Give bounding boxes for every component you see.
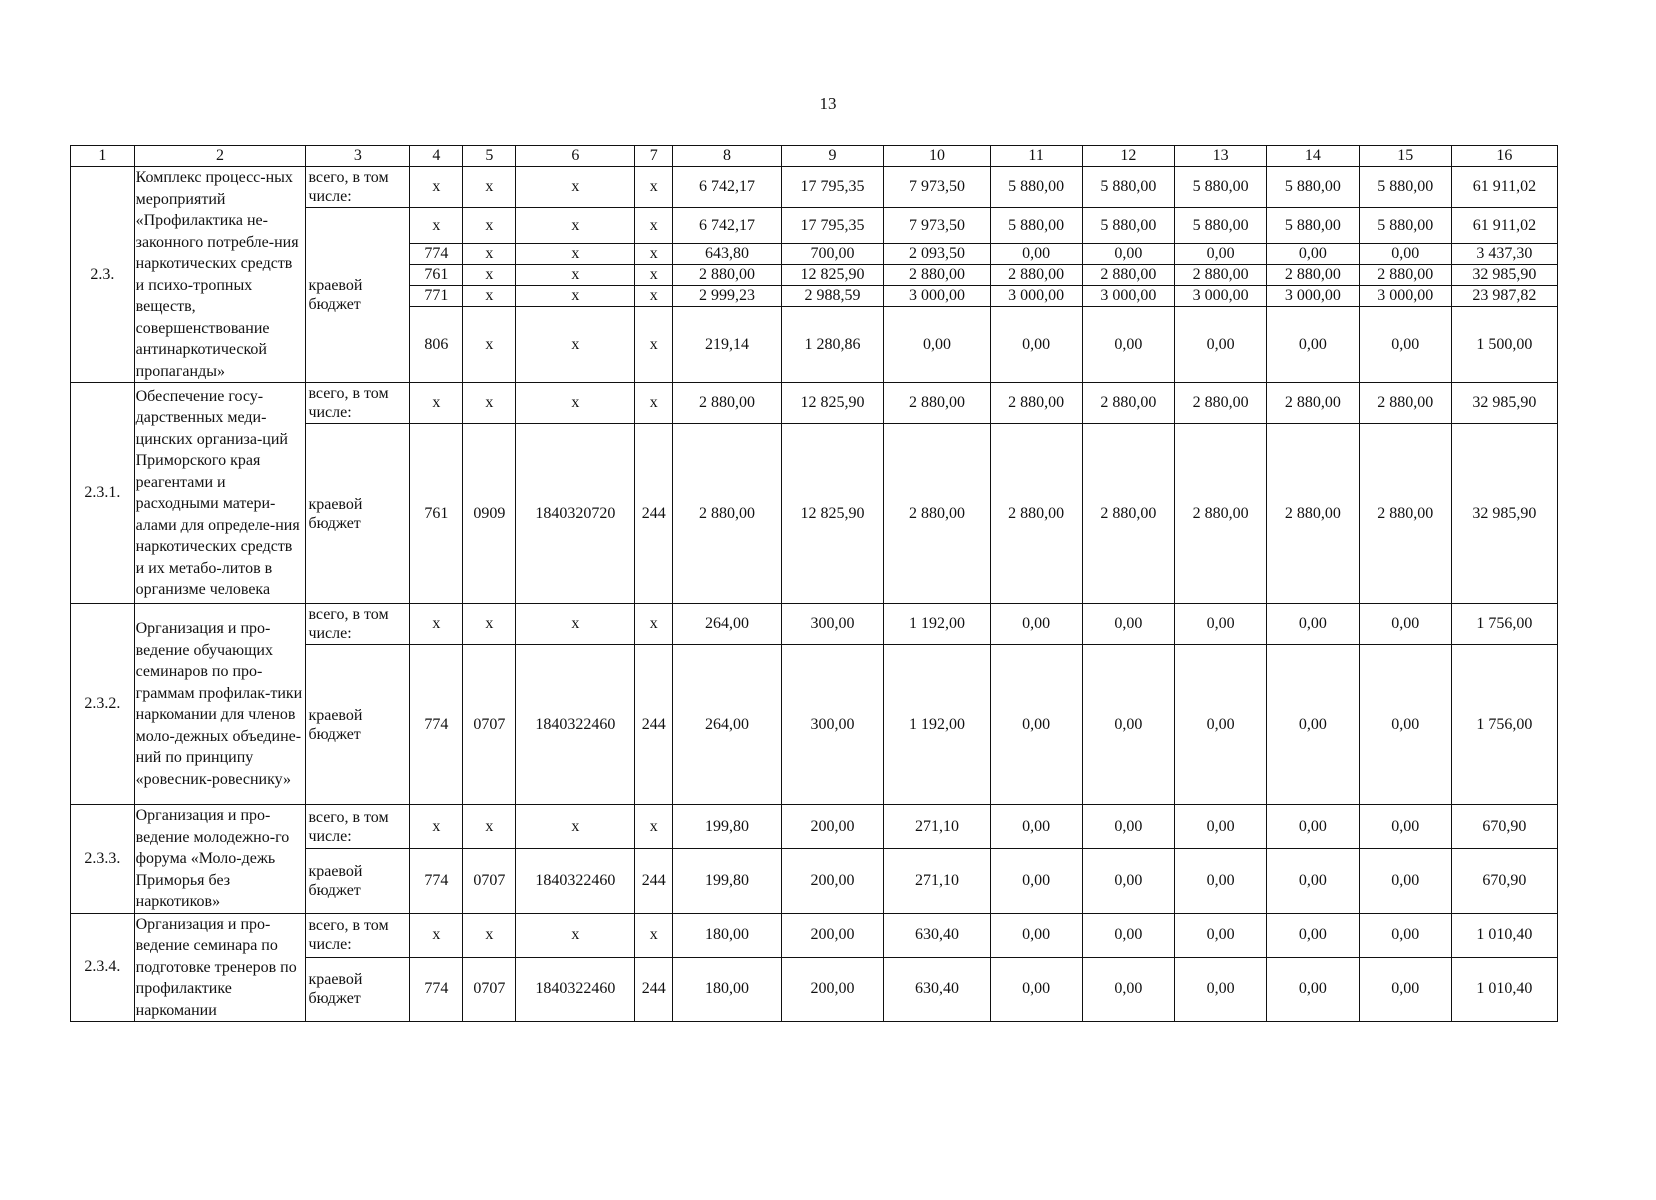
value-cell: 5 880,00 bbox=[1082, 208, 1174, 244]
table-row-total bbox=[71, 805, 1558, 849]
value-cell: 1 192,00 bbox=[884, 645, 990, 805]
value-cell: 1 500,00 bbox=[1451, 307, 1557, 383]
value-cell: 2 880,00 bbox=[1175, 383, 1267, 424]
value-cell: 1 010,40 bbox=[1451, 913, 1557, 957]
value-cell: 0,00 bbox=[990, 913, 1082, 957]
value-cell: 32 985,90 bbox=[1451, 265, 1557, 286]
value-cell: 12 825,90 bbox=[781, 265, 884, 286]
value-cell: x bbox=[635, 244, 673, 265]
value-cell: 2 880,00 bbox=[1267, 265, 1359, 286]
value-cell: 0,00 bbox=[990, 849, 1082, 913]
table-row-total bbox=[71, 913, 1558, 957]
value-cell: x bbox=[516, 604, 635, 645]
column-number: 2 bbox=[134, 146, 306, 167]
value-cell: 5 880,00 bbox=[1082, 167, 1174, 208]
value-cell: 0,00 bbox=[1175, 604, 1267, 645]
value-cell: x bbox=[635, 913, 673, 957]
value-cell: 1 010,40 bbox=[1451, 957, 1557, 1021]
value-cell: 2 880,00 bbox=[673, 383, 781, 424]
value-cell: 7 973,50 bbox=[884, 208, 990, 244]
value-cell: 774 bbox=[410, 645, 463, 805]
value-cell: 771 bbox=[410, 286, 463, 307]
value-cell: 5 880,00 bbox=[990, 208, 1082, 244]
value-cell: 3 000,00 bbox=[884, 286, 990, 307]
value-cell: 670,90 bbox=[1451, 805, 1557, 849]
value-cell: 5 880,00 bbox=[1175, 167, 1267, 208]
value-cell: 0,00 bbox=[1359, 957, 1451, 1021]
value-cell: 0,00 bbox=[1267, 957, 1359, 1021]
value-cell: 630,40 bbox=[884, 957, 990, 1021]
value-cell: x bbox=[463, 604, 516, 645]
value-cell: 2 880,00 bbox=[1267, 383, 1359, 424]
value-cell: 2 880,00 bbox=[884, 424, 990, 604]
value-cell: x bbox=[410, 805, 463, 849]
value-cell: x bbox=[516, 265, 635, 286]
value-cell: x bbox=[516, 244, 635, 265]
value-cell: x bbox=[410, 208, 463, 244]
column-number: 1 bbox=[71, 146, 135, 167]
value-cell: 0,00 bbox=[1082, 645, 1174, 805]
value-cell: 6 742,17 bbox=[673, 167, 781, 208]
value-cell: 1840322460 bbox=[516, 849, 635, 913]
value-cell: 1 192,00 bbox=[884, 604, 990, 645]
value-cell: 244 bbox=[635, 957, 673, 1021]
value-cell: 0,00 bbox=[990, 307, 1082, 383]
value-cell: 0707 bbox=[463, 957, 516, 1021]
value-cell: 6 742,17 bbox=[673, 208, 781, 244]
value-cell: 200,00 bbox=[781, 913, 884, 957]
value-cell: 1840322460 bbox=[516, 957, 635, 1021]
value-cell: 2 880,00 bbox=[1082, 424, 1174, 604]
value-cell: x bbox=[463, 307, 516, 383]
value-cell: 2 999,23 bbox=[673, 286, 781, 307]
value-cell: 761 bbox=[410, 265, 463, 286]
value-cell: 0,00 bbox=[1359, 913, 1451, 957]
value-cell: 0,00 bbox=[990, 604, 1082, 645]
value-cell: 2 880,00 bbox=[673, 424, 781, 604]
value-cell: 244 bbox=[635, 424, 673, 604]
value-cell: 61 911,02 bbox=[1451, 167, 1557, 208]
value-cell: 0,00 bbox=[1175, 307, 1267, 383]
value-cell: 643,80 bbox=[673, 244, 781, 265]
funding-label-total: всего, в том числе: bbox=[306, 805, 410, 849]
value-cell: x bbox=[516, 286, 635, 307]
value-cell: x bbox=[463, 913, 516, 957]
value-cell: 2 880,00 bbox=[884, 265, 990, 286]
value-cell: 774 bbox=[410, 849, 463, 913]
value-cell: 2 880,00 bbox=[1267, 424, 1359, 604]
value-cell: 630,40 bbox=[884, 913, 990, 957]
value-cell: 7 973,50 bbox=[884, 167, 990, 208]
column-number: 6 bbox=[516, 146, 635, 167]
value-cell: 0,00 bbox=[1082, 604, 1174, 645]
value-cell: 1 756,00 bbox=[1451, 645, 1557, 805]
column-number: 15 bbox=[1359, 146, 1451, 167]
item-name: Комплекс процесс-ных мероприятий «Профилактика не-законного потребле-ния наркотических средств и психо-тропных веществ, совершенствование антинаркотической пропаганды» bbox=[134, 167, 306, 383]
value-cell: 2 880,00 bbox=[990, 265, 1082, 286]
value-cell: x bbox=[463, 167, 516, 208]
table-body bbox=[71, 146, 1558, 1022]
item-name: Организация и про-ведение семинара по подготовке тренеров по профилактике наркомании bbox=[134, 913, 306, 1022]
value-cell: 5 880,00 bbox=[1175, 208, 1267, 244]
value-cell: 3 000,00 bbox=[990, 286, 1082, 307]
value-cell: x bbox=[463, 286, 516, 307]
table-row-total bbox=[71, 604, 1558, 645]
value-cell: 12 825,90 bbox=[781, 383, 884, 424]
item-code: 2.3.1. bbox=[71, 383, 135, 604]
column-number: 10 bbox=[884, 146, 990, 167]
value-cell: 2 880,00 bbox=[1082, 265, 1174, 286]
value-cell: 199,80 bbox=[673, 849, 781, 913]
value-cell: 1840320720 bbox=[516, 424, 635, 604]
value-cell: 670,90 bbox=[1451, 849, 1557, 913]
value-cell: x bbox=[516, 913, 635, 957]
value-cell: 23 987,82 bbox=[1451, 286, 1557, 307]
item-name: Обеспечение госу-дарственных меди-цинских организа-ций Приморского края реагентами и расходными матери-алами для определе-ния наркотических средств и их метабо-литов в организме человека bbox=[134, 383, 306, 604]
value-cell: 0,00 bbox=[884, 307, 990, 383]
value-cell: 700,00 bbox=[781, 244, 884, 265]
value-cell: 271,10 bbox=[884, 805, 990, 849]
value-cell: x bbox=[410, 913, 463, 957]
value-cell: 0,00 bbox=[1082, 307, 1174, 383]
value-cell: 12 825,90 bbox=[781, 424, 884, 604]
value-cell: 17 795,35 bbox=[781, 167, 884, 208]
value-cell: 2 880,00 bbox=[1175, 265, 1267, 286]
value-cell: 5 880,00 bbox=[1267, 167, 1359, 208]
item-name: Организация и про-ведение молодежно-го форума «Моло-дежь Приморья без наркотиков» bbox=[134, 805, 306, 914]
value-cell: x bbox=[516, 208, 635, 244]
item-code: 2.3.2. bbox=[71, 604, 135, 805]
value-cell: 806 bbox=[410, 307, 463, 383]
column-number: 7 bbox=[635, 146, 673, 167]
funding-label-budget: краевой бюджет bbox=[306, 645, 410, 805]
value-cell: 0,00 bbox=[1267, 913, 1359, 957]
value-cell: x bbox=[635, 805, 673, 849]
value-cell: x bbox=[635, 286, 673, 307]
value-cell: 0,00 bbox=[1082, 957, 1174, 1021]
value-cell: 0,00 bbox=[1267, 604, 1359, 645]
value-cell: 180,00 bbox=[673, 913, 781, 957]
column-number: 13 bbox=[1175, 146, 1267, 167]
value-cell: x bbox=[635, 265, 673, 286]
value-cell: 180,00 bbox=[673, 957, 781, 1021]
value-cell: 199,80 bbox=[673, 805, 781, 849]
value-cell: 264,00 bbox=[673, 645, 781, 805]
funding-label-budget: краевой бюджет bbox=[306, 208, 410, 383]
value-cell: 2 880,00 bbox=[990, 383, 1082, 424]
value-cell: 0,00 bbox=[1175, 244, 1267, 265]
value-cell: 0,00 bbox=[1359, 849, 1451, 913]
value-cell: x bbox=[635, 167, 673, 208]
value-cell: 200,00 bbox=[781, 805, 884, 849]
value-cell: 5 880,00 bbox=[1359, 167, 1451, 208]
value-cell: x bbox=[516, 383, 635, 424]
value-cell: 0,00 bbox=[1082, 805, 1174, 849]
value-cell: 774 bbox=[410, 957, 463, 1021]
value-cell: 200,00 bbox=[781, 957, 884, 1021]
funding-label-budget: краевой бюджет bbox=[306, 957, 410, 1021]
value-cell: 774 bbox=[410, 244, 463, 265]
value-cell: 0,00 bbox=[1082, 913, 1174, 957]
value-cell: 0,00 bbox=[1175, 957, 1267, 1021]
value-cell: x bbox=[635, 208, 673, 244]
value-cell: x bbox=[635, 383, 673, 424]
value-cell: 0,00 bbox=[1359, 244, 1451, 265]
funding-label-total: всего, в том числе: bbox=[306, 167, 410, 208]
value-cell: x bbox=[410, 167, 463, 208]
value-cell: 761 bbox=[410, 424, 463, 604]
value-cell: 0,00 bbox=[1359, 604, 1451, 645]
value-cell: 2 880,00 bbox=[1175, 424, 1267, 604]
value-cell: 2 880,00 bbox=[673, 265, 781, 286]
value-cell: x bbox=[516, 307, 635, 383]
value-cell: 219,14 bbox=[673, 307, 781, 383]
funding-label-budget: краевой бюджет bbox=[306, 424, 410, 604]
funding-label-total: всего, в том числе: bbox=[306, 383, 410, 424]
value-cell: 0,00 bbox=[1359, 645, 1451, 805]
value-cell: 0,00 bbox=[990, 805, 1082, 849]
value-cell: 0,00 bbox=[1267, 244, 1359, 265]
value-cell: x bbox=[410, 604, 463, 645]
value-cell: 0,00 bbox=[1175, 805, 1267, 849]
value-cell: 2 880,00 bbox=[1359, 383, 1451, 424]
value-cell: 244 bbox=[635, 849, 673, 913]
value-cell: 300,00 bbox=[781, 604, 884, 645]
value-cell: 3 000,00 bbox=[1082, 286, 1174, 307]
value-cell: x bbox=[516, 805, 635, 849]
value-cell: 5 880,00 bbox=[1359, 208, 1451, 244]
value-cell: 5 880,00 bbox=[1267, 208, 1359, 244]
value-cell: 0707 bbox=[463, 645, 516, 805]
value-cell: 0,00 bbox=[1267, 307, 1359, 383]
value-cell: 0,00 bbox=[1267, 849, 1359, 913]
value-cell: 0,00 bbox=[1359, 805, 1451, 849]
value-cell: x bbox=[463, 265, 516, 286]
value-cell: x bbox=[463, 244, 516, 265]
column-number: 12 bbox=[1082, 146, 1174, 167]
value-cell: 271,10 bbox=[884, 849, 990, 913]
value-cell: 300,00 bbox=[781, 645, 884, 805]
value-cell: 0,00 bbox=[1082, 849, 1174, 913]
item-code: 2.3.3. bbox=[71, 805, 135, 914]
budget-table bbox=[70, 145, 1558, 1022]
page-number: 13 bbox=[819, 94, 837, 113]
value-cell: 1 280,86 bbox=[781, 307, 884, 383]
value-cell: 200,00 bbox=[781, 849, 884, 913]
table-row-total bbox=[71, 167, 1558, 208]
value-cell: 0,00 bbox=[1267, 645, 1359, 805]
value-cell: 0,00 bbox=[1082, 244, 1174, 265]
value-cell: 1840322460 bbox=[516, 645, 635, 805]
value-cell: 3 000,00 bbox=[1359, 286, 1451, 307]
value-cell: 2 988,59 bbox=[781, 286, 884, 307]
value-cell: 5 880,00 bbox=[990, 167, 1082, 208]
column-number: 4 bbox=[410, 146, 463, 167]
value-cell: 0,00 bbox=[990, 957, 1082, 1021]
column-number: 5 bbox=[463, 146, 516, 167]
value-cell: 244 bbox=[635, 645, 673, 805]
value-cell: 0707 bbox=[463, 849, 516, 913]
value-cell: 0,00 bbox=[1175, 913, 1267, 957]
value-cell: 0,00 bbox=[1267, 805, 1359, 849]
value-cell: 2 880,00 bbox=[1359, 424, 1451, 604]
column-number: 8 bbox=[673, 146, 781, 167]
funding-label-budget: краевой бюджет bbox=[306, 849, 410, 913]
value-cell: 32 985,90 bbox=[1451, 424, 1557, 604]
table-row-total bbox=[71, 383, 1558, 424]
value-cell: x bbox=[463, 208, 516, 244]
value-cell: 0,00 bbox=[990, 645, 1082, 805]
funding-label-total: всего, в том числе: bbox=[306, 604, 410, 645]
value-cell: 0,00 bbox=[1359, 307, 1451, 383]
value-cell: 3 437,30 bbox=[1451, 244, 1557, 265]
value-cell: 2 880,00 bbox=[1082, 383, 1174, 424]
value-cell: 2 880,00 bbox=[1359, 265, 1451, 286]
value-cell: x bbox=[463, 383, 516, 424]
value-cell: 61 911,02 bbox=[1451, 208, 1557, 244]
value-cell: x bbox=[635, 604, 673, 645]
value-cell: 2 880,00 bbox=[990, 424, 1082, 604]
value-cell: x bbox=[410, 383, 463, 424]
item-code: 2.3.4. bbox=[71, 913, 135, 1022]
value-cell: x bbox=[635, 307, 673, 383]
column-number: 3 bbox=[306, 146, 410, 167]
column-number-row bbox=[71, 146, 1558, 167]
value-cell: x bbox=[516, 167, 635, 208]
item-code: 2.3. bbox=[71, 167, 135, 383]
value-cell: 0,00 bbox=[1175, 849, 1267, 913]
value-cell: 2 880,00 bbox=[884, 383, 990, 424]
value-cell: 264,00 bbox=[673, 604, 781, 645]
value-cell: 3 000,00 bbox=[1267, 286, 1359, 307]
column-number: 11 bbox=[990, 146, 1082, 167]
column-number: 9 bbox=[781, 146, 884, 167]
funding-label-total: всего, в том числе: bbox=[306, 913, 410, 957]
column-number: 16 bbox=[1451, 146, 1557, 167]
value-cell: 1 756,00 bbox=[1451, 604, 1557, 645]
column-number: 14 bbox=[1267, 146, 1359, 167]
value-cell: 3 000,00 bbox=[1175, 286, 1267, 307]
value-cell: 0909 bbox=[463, 424, 516, 604]
value-cell: x bbox=[463, 805, 516, 849]
item-name: Организация и про-ведение обучающих семинаров по про-граммам профилак-тики наркомании для членов моло-дежных объедине-ний по принципу «ровесник-ровеснику» bbox=[134, 604, 306, 805]
value-cell: 2 093,50 bbox=[884, 244, 990, 265]
value-cell: 32 985,90 bbox=[1451, 383, 1557, 424]
value-cell: 17 795,35 bbox=[781, 208, 884, 244]
value-cell: 0,00 bbox=[990, 244, 1082, 265]
value-cell: 0,00 bbox=[1175, 645, 1267, 805]
